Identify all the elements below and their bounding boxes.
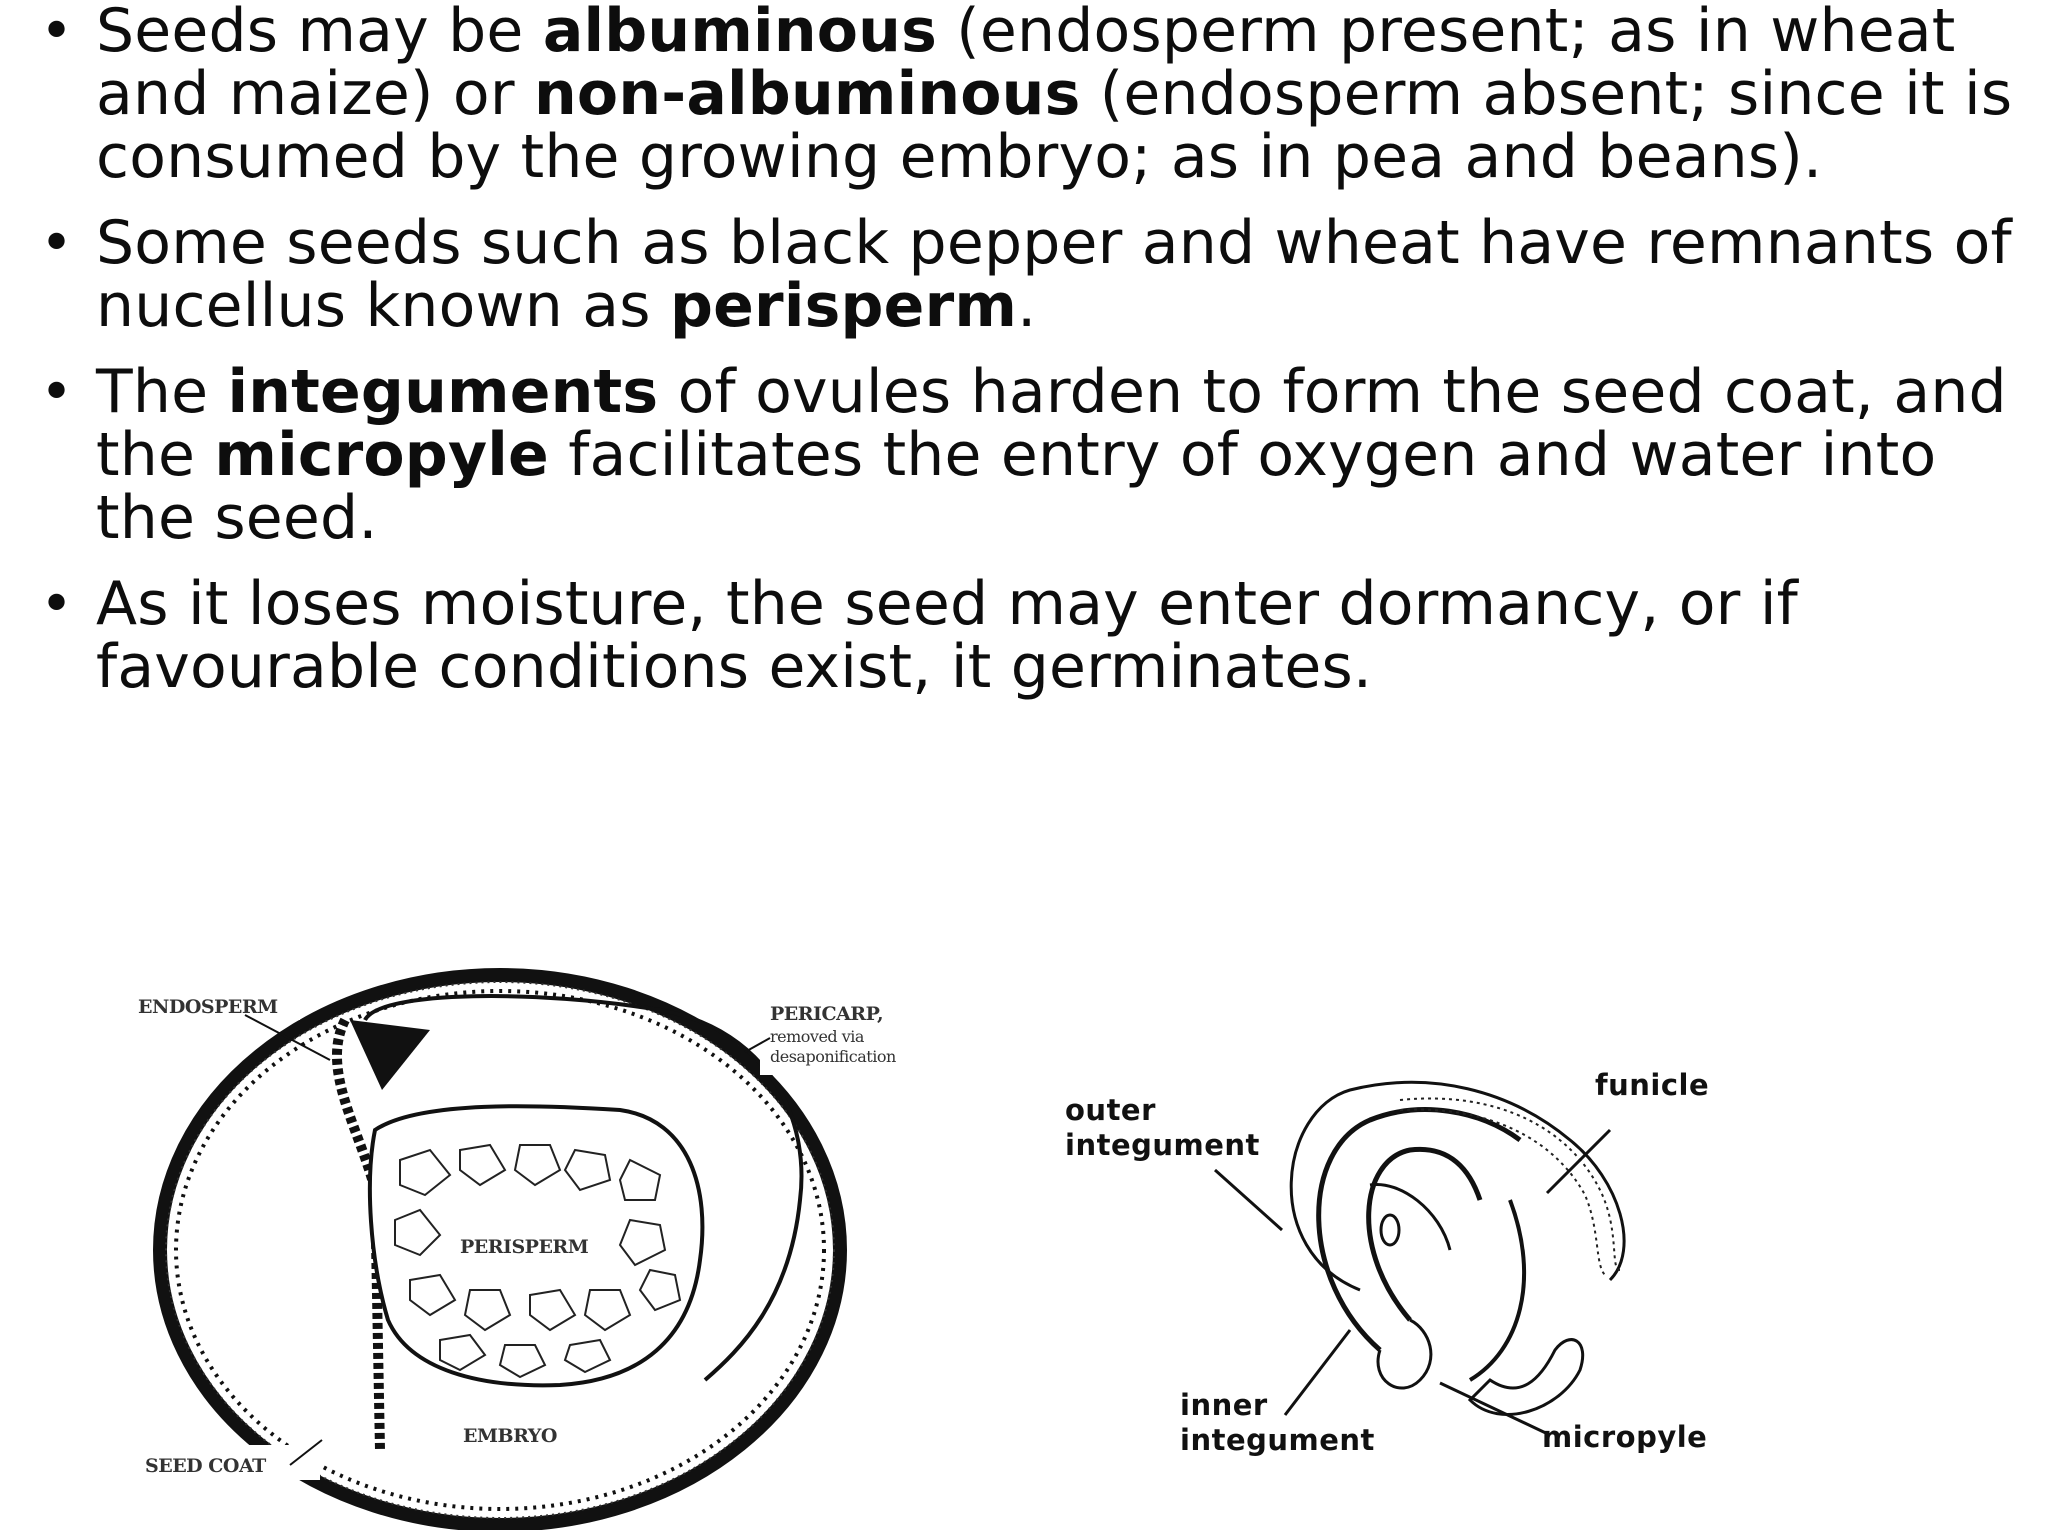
bold-term: non-albuminous [533, 59, 1081, 129]
bullet-item [34, 569, 2034, 702]
label-embryo: EMBRYO [463, 1425, 557, 1447]
seed-cross-section-diagram [120, 960, 950, 1530]
text-run: As it loses moisture, the seed may enter dormancy, or if favourable conditions exist, it germinates. [96, 569, 1799, 702]
text-run: The [96, 357, 228, 427]
funicle-dashed-1 [1400, 1098, 1620, 1270]
ovule-diagram [1050, 1050, 1750, 1480]
text-run: Seeds may be [96, 0, 543, 66]
inner-integument-right [1470, 1200, 1524, 1380]
text-run: (endosperm absent; since it is consumed by the growing embryo; as in pea and beans). [96, 59, 2013, 192]
label-seed-coat: SEED COAT [145, 1455, 266, 1477]
label-endosperm: ENDOSPERM [138, 996, 278, 1018]
bullet-text [96, 569, 1798, 702]
bold-term: albuminous [542, 0, 937, 66]
text-run: Some seeds such as black pepper and wheat have remnants of nucellus known as [96, 208, 2012, 341]
bullet-item [34, 208, 2034, 341]
label-perisperm: PERISPERM [460, 1236, 589, 1258]
inner-integument-outline [1369, 1149, 1480, 1320]
label-inner-line1: inner [1180, 1388, 1268, 1422]
bullet-dot: • [40, 211, 74, 276]
bullet-dot: • [40, 0, 74, 64]
bullet-text [96, 208, 2012, 341]
bold-term: perisperm [670, 271, 1018, 341]
bullet-text [96, 0, 2012, 192]
outer-integument-leader [1215, 1170, 1282, 1230]
bullet-list [34, 0, 2034, 722]
label-pericarp-line2: removed via [770, 1027, 864, 1046]
text-run: . [1017, 271, 1037, 341]
bullet-item [34, 0, 2034, 192]
funicle-dashed-2 [1400, 1110, 1605, 1275]
text-run: of ovules harden to form the seed coat, and the [96, 357, 2007, 490]
bullet-dot: • [40, 572, 74, 637]
bold-term: integuments [227, 357, 659, 427]
bullet-text [96, 357, 2007, 553]
nucellus-base [1378, 1320, 1431, 1388]
bullet-item [34, 357, 2034, 553]
label-pericarp-line1: PERICARP, [770, 1003, 884, 1025]
label-outer-line1: outer [1065, 1093, 1156, 1127]
outer-integument-inner-edge [1319, 1110, 1520, 1350]
bullet-dot: • [40, 360, 74, 425]
bold-term: micropyle [214, 420, 549, 490]
label-funicle: funicle [1595, 1068, 1710, 1102]
label-pericarp-line3: desaponification [770, 1047, 896, 1066]
label-outer-line2: integument [1065, 1128, 1260, 1162]
text-run: facilitates the entry of oxygen and water into the seed. [96, 420, 1937, 553]
label-inner-line2: integument [1180, 1423, 1375, 1457]
embryo-sac [1381, 1215, 1399, 1245]
inner-integument-leader [1285, 1330, 1350, 1415]
label-micropyle: micropyle [1542, 1420, 1708, 1454]
funicle-leader [1547, 1130, 1610, 1193]
endosperm-wedge [350, 1020, 430, 1090]
text-run: (endosperm present; as in wheat and maize) or [96, 0, 1956, 129]
funicle-stalk [1470, 1340, 1583, 1415]
